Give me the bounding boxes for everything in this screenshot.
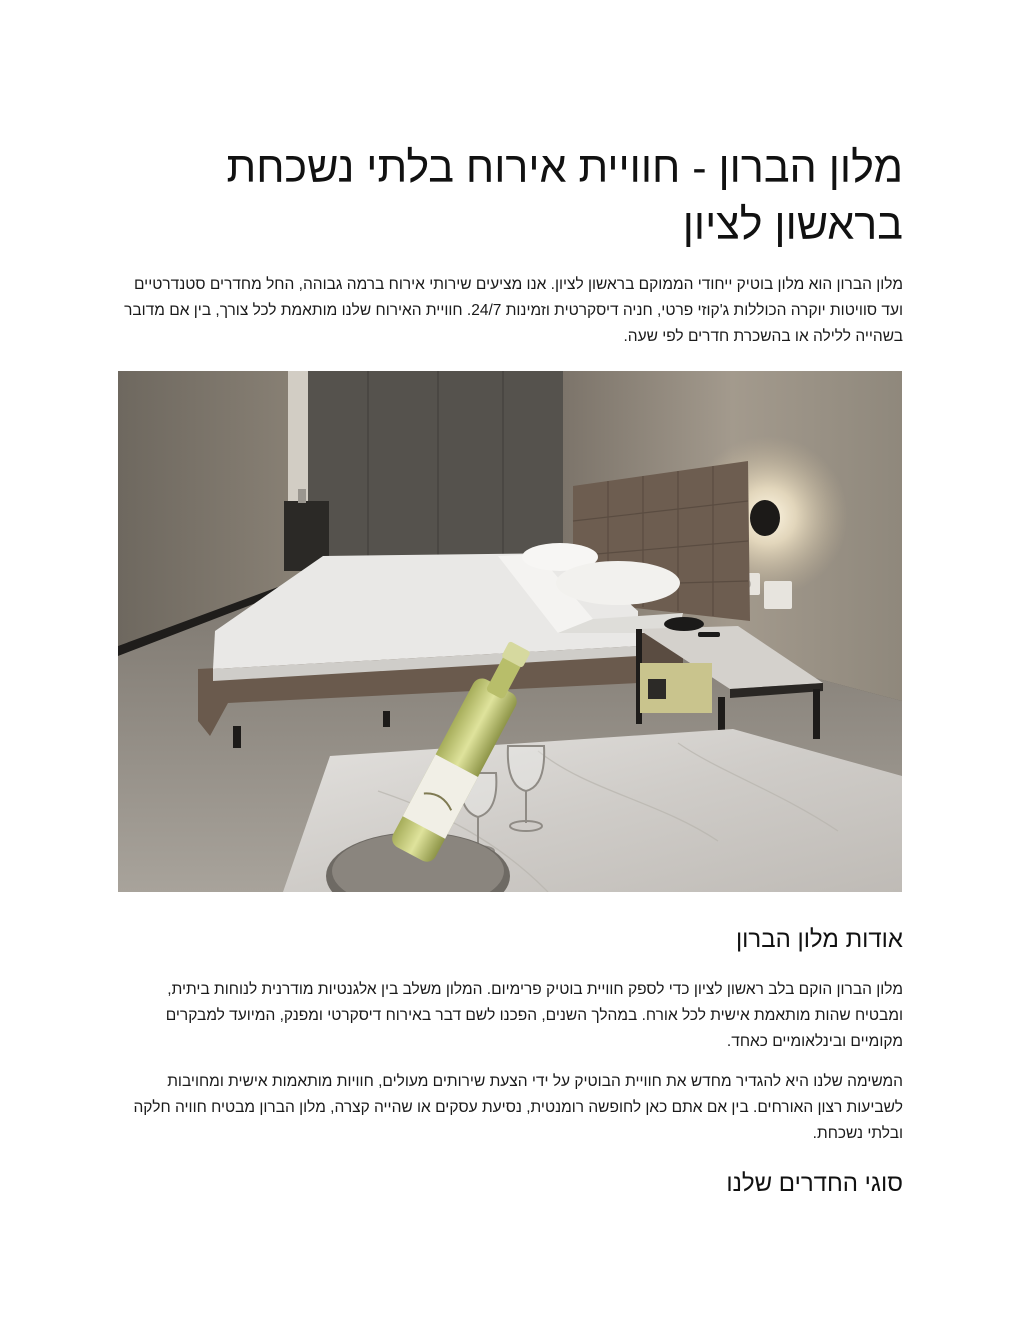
hotel-room-photo [118, 371, 902, 892]
rooms-heading: סוגי החדרים שלנו [726, 1170, 903, 1197]
about-heading: אודות מלון הברון [735, 926, 903, 953]
about-paragraph-2: המשימה שלנו היא להגדיר מחדש את חוויית הבוטיק על ידי הצעת שירותים מעולים, חוויות מותאמות אישית ומחויבות לשביעות רצון האורחים. בין אם אתם כאן לחופשה רומנטית, נסיעת עסקים או שהייה קצרה, מלון הברון מבטיח חוויה חלקה ובלתי נשכחת. [133, 1073, 903, 1142]
about-paragraph-1: מלון הברון הוקם בלב ראשון לציון כדי לספק חוויית בוטיק פרימיום. המלון משלב בין אלגנטיות מודרנית לנוחות ביתית, ומבטיח שהות מותאמת אישית לכל אורח. במהלך השנים, הפכנו לשם דבר באירוח דיסקרטי ומפנק, המיועד למבקרים מקומיים ובינלאומיים כאחד. [165, 981, 903, 1050]
intro-paragraph: מלון הברון הוא מלון בוטיק ייחודי הממוקם בראשון לציון. אנו מציעים שירותי אירוח ברמה גבוהה, החל מחדרים סטנדרטיים ועד סוויטות יוקרה הכוללות ג'קוזי פרטי, חניה דיסקרטית וזמינות 24/7. חוויית האירוח שלנו מותאמת לכל צורך, בין אם מדובר בשהייה ללילה או בהשכרת חדרים לפי שעה. [124, 276, 903, 345]
hotel-room-illustration [118, 371, 902, 892]
page-title: מלון הברון - חוויית אירוח בלתי נשכחת בראשון לציון [226, 144, 903, 249]
